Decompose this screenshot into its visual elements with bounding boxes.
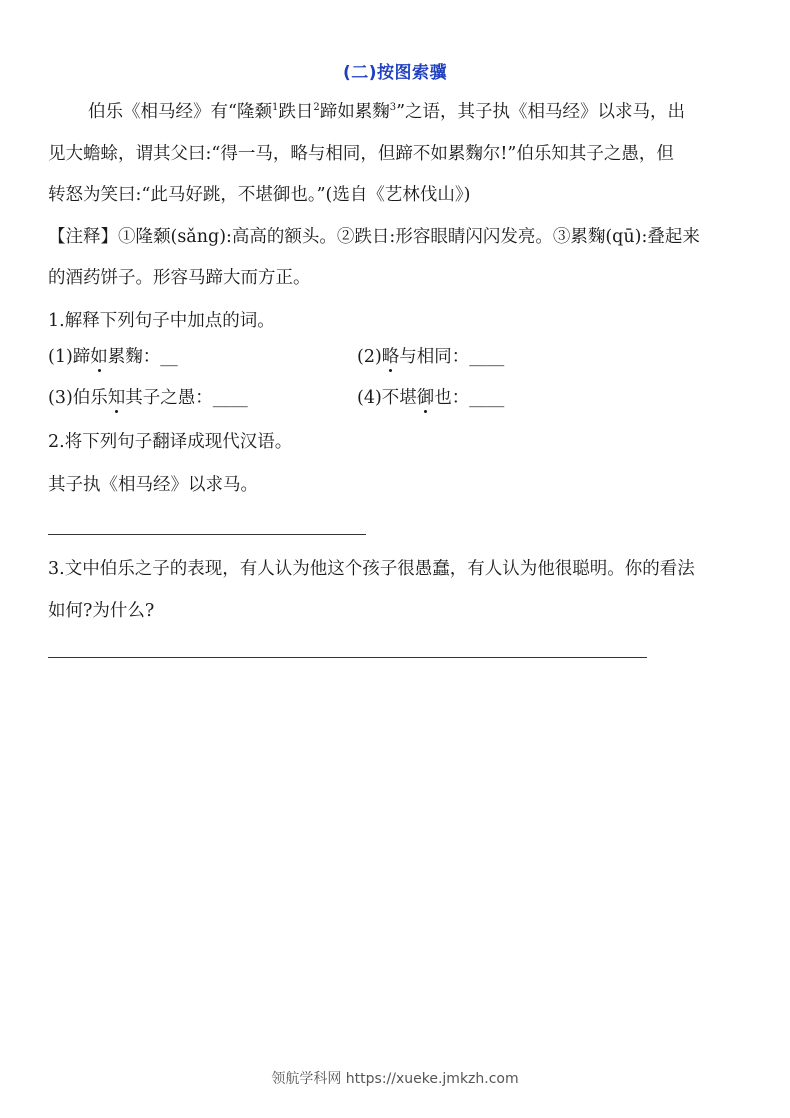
notes-line-2: 的酒药饼子。形容马蹄大而方正。	[48, 268, 311, 288]
question-1-item-4: (4)不堪御也：____	[357, 388, 505, 408]
footnote-marker-3: 3	[389, 102, 397, 114]
passage-text: ”之语，其子执《相马经》以求马，出	[396, 102, 686, 122]
passage-line-2: 见大蟾蜍，谓其父曰:“得一马，略与相同，但蹄不如累麴尔!”伯乐知其子之愚，但	[48, 144, 674, 164]
question-1-item-1: (1)蹄如累麴：__	[48, 347, 178, 367]
passage-text: 伯乐《相马经》有“隆颡	[88, 102, 272, 122]
question-1-item-2: (2)略与相同：____	[357, 347, 505, 367]
question-1-stem: 1.解释下列句子中加点的词。	[48, 311, 275, 331]
answer-line-q3[interactable]	[48, 657, 647, 658]
footer-watermark: 领航学科网 https://xueke.jmkzh.com	[271, 1071, 519, 1087]
passage-line-1	[88, 101, 685, 123]
question-2-sentence: 其子执《相马经》以求马。	[48, 475, 258, 495]
dotted-word: 如	[90, 347, 108, 367]
question-3-line-2: 如何?为什么?	[48, 601, 155, 621]
dotted-word: 知	[107, 388, 126, 408]
passage-line-3: 转怒为笑曰:“此马好跳，不堪御也。”(选自《艺林伐山》)	[48, 185, 471, 205]
answer-line-q2[interactable]	[48, 534, 366, 535]
question-1-item-3: (3)伯乐知其子之愚：____	[48, 388, 248, 408]
section-title: (二)按图索骥	[342, 63, 448, 83]
passage-text: 跌日	[278, 102, 314, 122]
question-2-stem: 2.将下列句子翻译成现代汉语。	[48, 432, 293, 452]
dotted-word: 御	[416, 388, 435, 408]
footnote-marker-1: 1	[271, 102, 279, 114]
notes-line-1: 【注释】①隆颡(sǎng):高高的额头。②跌日:形容眼睛闪闪发亮。③累麴(qū):叠起来	[48, 227, 700, 247]
dotted-word: 略	[381, 347, 400, 367]
passage-text: 蹄如累麴	[319, 102, 390, 122]
question-3-line-1: 3.文中伯乐之子的表现，有人认为他这个孩子很愚蠢，有人认为他很聪明。你的看法	[48, 559, 695, 579]
footnote-marker-2: 2	[313, 102, 320, 114]
